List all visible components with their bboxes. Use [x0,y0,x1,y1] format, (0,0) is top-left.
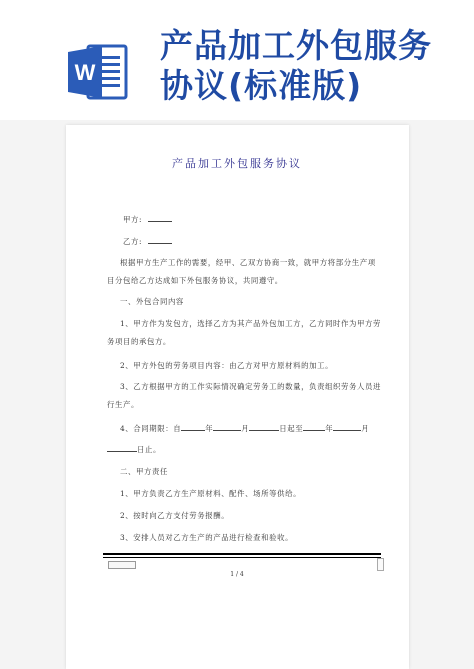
item-2: 2、甲方外包的劳务项目内容：由乙方对甲方原材料的加工。 [120,361,334,370]
banner-title-line-1: 产品加工外包服务 [160,26,432,65]
section-2-heading: 二、甲方责任 [120,467,168,476]
item-4-end: 日止。 [137,445,161,454]
word-icon-letter: W [74,60,96,85]
page-number: 1 / 4 [230,571,244,578]
party-b-blank [148,236,172,244]
item-4-month: 月 [241,424,250,433]
item-1-line-1: 1、甲方作为发包方，选择乙方为其产品外包加工方，乙方同时作为甲方劳 [120,319,382,328]
responsibility-3: 3、安排人员对乙方生产的产品进行检查和验收。 [120,533,294,542]
item-4-blank-day-2 [107,444,137,452]
item-4-month-2: 月 [361,424,370,433]
responsibility-1: 1、甲方负责乙方生产原材料、配件、场所等供给。 [120,489,302,498]
item-4-prefix: 4、合同期限：自 [120,424,182,433]
intro-line-1: 根据甲方生产工作的需要，经甲、乙双方协商一致，就甲方将部分生产项 [120,258,376,267]
party-b-label: 乙方: [123,237,143,246]
item-4-blank-day [249,423,279,431]
item-4-blank-year-2 [303,423,325,431]
document-page [66,125,409,669]
banner [0,0,474,120]
party-b-row [123,236,172,247]
intro-line-2: 目分包给乙方达成如下外包服务协议，共同遵守。 [107,276,283,285]
item-1-line-2: 务项目的承包方。 [107,337,171,346]
footer-rule [103,553,381,555]
item-4-line-2 [107,444,161,455]
document-title: 产品加工外包服务协议 [172,157,302,170]
item-3-line-1: 3、乙方根据甲方的工作实际情况确定劳务工的数量，负责组织劳务人员进 [120,382,382,391]
item-4-line-1 [120,423,369,434]
section-1-heading: 一、外包合同内容 [120,297,184,306]
vertical-scrollbar[interactable] [377,558,384,571]
item-3-line-2: 行生产。 [107,400,139,409]
horizontal-scrollbar[interactable] [108,561,136,569]
item-4-year-2: 年 [325,424,334,433]
item-4-blank-year [181,423,205,431]
item-4-year: 年 [205,424,214,433]
item-4-blank-month [213,423,241,431]
responsibility-2: 2、按时向乙方支付劳务报酬。 [120,511,230,520]
party-a-row [123,214,172,225]
footer-rule-thin [103,557,381,558]
item-4-day-from: 日起至 [279,424,304,433]
item-4-blank-month-2 [333,423,361,431]
party-a-label: 甲方: [123,215,143,224]
word-doc-icon [66,40,130,104]
banner-title-line-2: 协议(标准版) [160,66,363,105]
banner-title [160,26,470,106]
party-a-blank [148,214,172,222]
